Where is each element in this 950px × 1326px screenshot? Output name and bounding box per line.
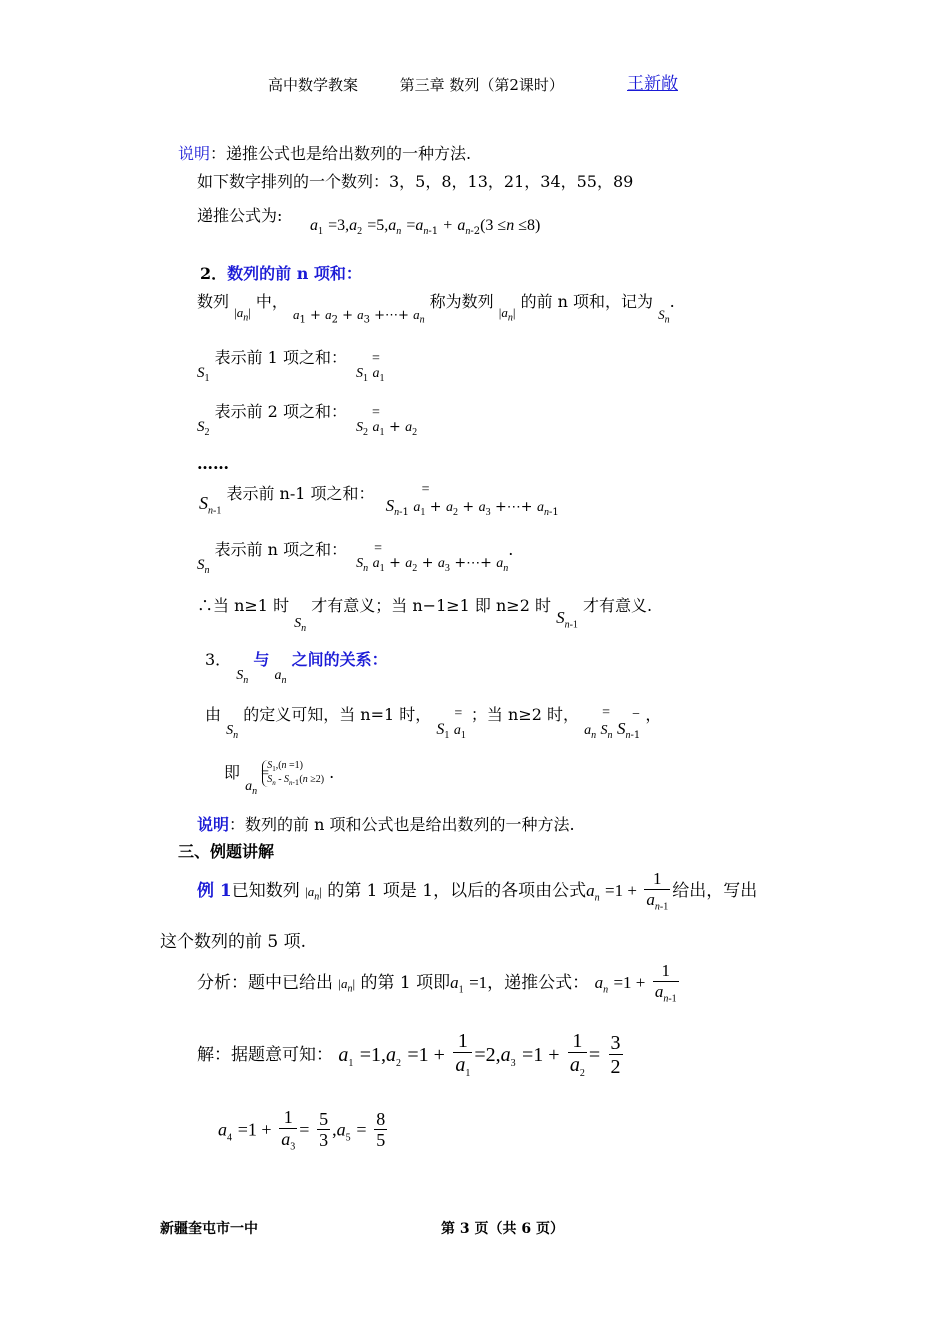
note-sum-formula	[197, 815, 575, 834]
example-1-text-3: 给出，写出	[672, 881, 758, 902]
relation-text-4: ，	[645, 705, 662, 724]
meaning-text-2: 才有意义；当 n−1≥1 即 n≥2 时	[311, 596, 551, 615]
section-3-number: 3．	[205, 650, 232, 669]
meaning-text-1: ∴当 n≥1 时	[197, 596, 290, 615]
section-2-heading	[200, 264, 362, 283]
example-1-line2: 这个数列的前 5 项.	[160, 932, 307, 952]
def-text-5: .	[669, 292, 675, 311]
piecewise-line: 即 = $a_n$ $S_1,(n =1)$ $S_n - S_{n-1}(n \ge 2)$ .	[224, 760, 335, 797]
sn-description: 表示前 n 项之和：	[214, 540, 348, 559]
section-3-title-end: 之间的关系：	[291, 650, 388, 669]
note-label: 说明	[178, 144, 211, 163]
sum-s2-line: $S_2$ 表示前 2 项之和： = $S_2$ $a_1 + a_2$	[197, 402, 418, 438]
relation-line: 由 $S_n$ 的定义可知，当 n=1 时， = $S_1$ $a_1$ ；当 n≥2 时， = − $a_n$ $S_n$ $S_{n-1}$ ，	[205, 705, 662, 741]
relation-text-2: 的定义可知，当 n=1 时，	[243, 705, 432, 724]
solution-label: 解：据题意可知：	[197, 1044, 333, 1065]
analysis-text-1: 分析：题中已给出	[197, 973, 333, 994]
s2-description: 表示前 2 项之和：	[214, 402, 347, 421]
analysis-text-2: 的第 1 项即	[360, 973, 451, 994]
section-examples-heading: 三、例题讲解	[178, 842, 275, 861]
solution-line: 解：据题意可知： $a_1 =1,a_2 =1$ + $\frac{1}{a_1}$ $=2,a_3 =1$ + $\frac{1}{a_2}$ = $\frac{3}{2}$	[197, 1030, 621, 1079]
piecewise-cases: $S_1,(n =1)$ $S_n - S_{n-1}(n \ge 2)$	[262, 760, 324, 787]
meaning-line: ∴当 n≥1 时 $S_n$ 才有意义；当 n−1≥1 即 n≥2 时 $S_{n-1}$ 才有意义.	[197, 596, 653, 634]
def-text-2: 中，	[255, 292, 288, 311]
example-1-line1: 例 1已知数列 $|a_n|$ 的第 1 项是 1，以后的各项由公式$a_n =1$ + $\frac{1}{a_{n-1}}$ 给出，写出	[197, 869, 758, 913]
header-title: 高中数学教案	[268, 76, 359, 94]
recurrence-label: 递推公式为:	[197, 206, 283, 225]
piecewise-ji: 即	[224, 763, 241, 783]
analysis-text-3: ，递推公式：	[487, 973, 590, 994]
sum-sn1-line: $S_{n-1}$ 表示前 n-1 项之和： = $S_{n-1}$ $a_1 + a_2 + a_3$ +⋯+ $a_{n-1}$	[199, 482, 559, 518]
footer-page: 第 3 页（共 6 页）	[441, 1221, 564, 1237]
definition-line: 数列 $_{|a_n|}$ 中， $_{a_1 + a_2 + a_3 +\cdots+ a_n}$ 称为数列 $_{|a_n|}$ 的前 n 项和，记为 $_{S_n}$.	[197, 292, 675, 326]
note2-text: ：数列的前 n 项和公式也是给出数列的一种方法.	[229, 815, 575, 834]
note2-label: 说明	[197, 815, 230, 834]
analysis-eq1: =1	[469, 973, 488, 993]
analysis-line: 分析：题中已给出 $|a_n|$ 的第 1 项即$a_1 =1$，递推公式： $a_n =1$ + $\frac{1}{a_{n-1}}$	[197, 961, 677, 1005]
relation-text-3: ；当 n≥2 时，	[470, 705, 579, 724]
footer-school: 新疆奎屯市一中	[160, 1221, 258, 1237]
sn-end: .	[508, 540, 514, 559]
solution-line-2: $a_4 =1$ + $\frac{1}{a_3}$ = $\frac{5}{3}$ $,a_5$ = $\frac{8}{5}$	[218, 1107, 386, 1153]
meaning-text-3: 才有意义.	[583, 596, 653, 615]
section-3-title-mid: 与	[253, 650, 270, 669]
section-2-title: 数列的前 n 项和：	[227, 264, 362, 283]
s1-description: 表示前 1 项之和：	[214, 348, 347, 367]
sum-sn-line: $S_n$ 表示前 n 项之和： = $S_n$ $a_1 + a_2 + a_3$ +⋯+ $a_n$.	[197, 540, 514, 576]
sum-s1-line: $S_1$ 表示前 1 项之和： = $S_1$ $a_1$	[197, 348, 385, 384]
def-text-4: 的前 n 项和，记为	[520, 292, 654, 311]
section-2-number: 2．	[200, 264, 228, 283]
def-text-1: 数列	[197, 292, 230, 311]
example-1-text-1: 已知数列	[231, 881, 300, 902]
sequence-example: 如下数字排列的一个数列：3，5，8，13，21，34，55，89	[197, 172, 634, 191]
relation-text-1: 由	[205, 705, 222, 724]
note-recurrence	[178, 144, 471, 163]
author-link[interactable]: 王新敞	[627, 74, 678, 94]
def-text-3: 称为数列	[429, 292, 494, 311]
example-1-text-2: 的第 1 项是 1，以后的各项由公式	[327, 881, 587, 902]
ellipsis: ……	[197, 454, 229, 473]
example-1-label: 例 1	[197, 881, 232, 902]
recurrence-formula: $a_1 =3,a_2 =5,a_n =a_{n-1} + a_{n-2}(3 \le n \le 8)$	[310, 217, 541, 238]
page-header	[268, 76, 564, 94]
piecewise-end: .	[329, 763, 335, 783]
note-text: ：递推公式也是给出数列的一种方法.	[210, 144, 472, 163]
section-3-heading: 3． $S_n$ 与 $a_n$ 之间的关系：	[205, 650, 388, 686]
header-chapter: 第三章 数列（第2课时）	[399, 76, 564, 94]
sn1-description: 表示前 n-1 项之和：	[226, 484, 375, 503]
